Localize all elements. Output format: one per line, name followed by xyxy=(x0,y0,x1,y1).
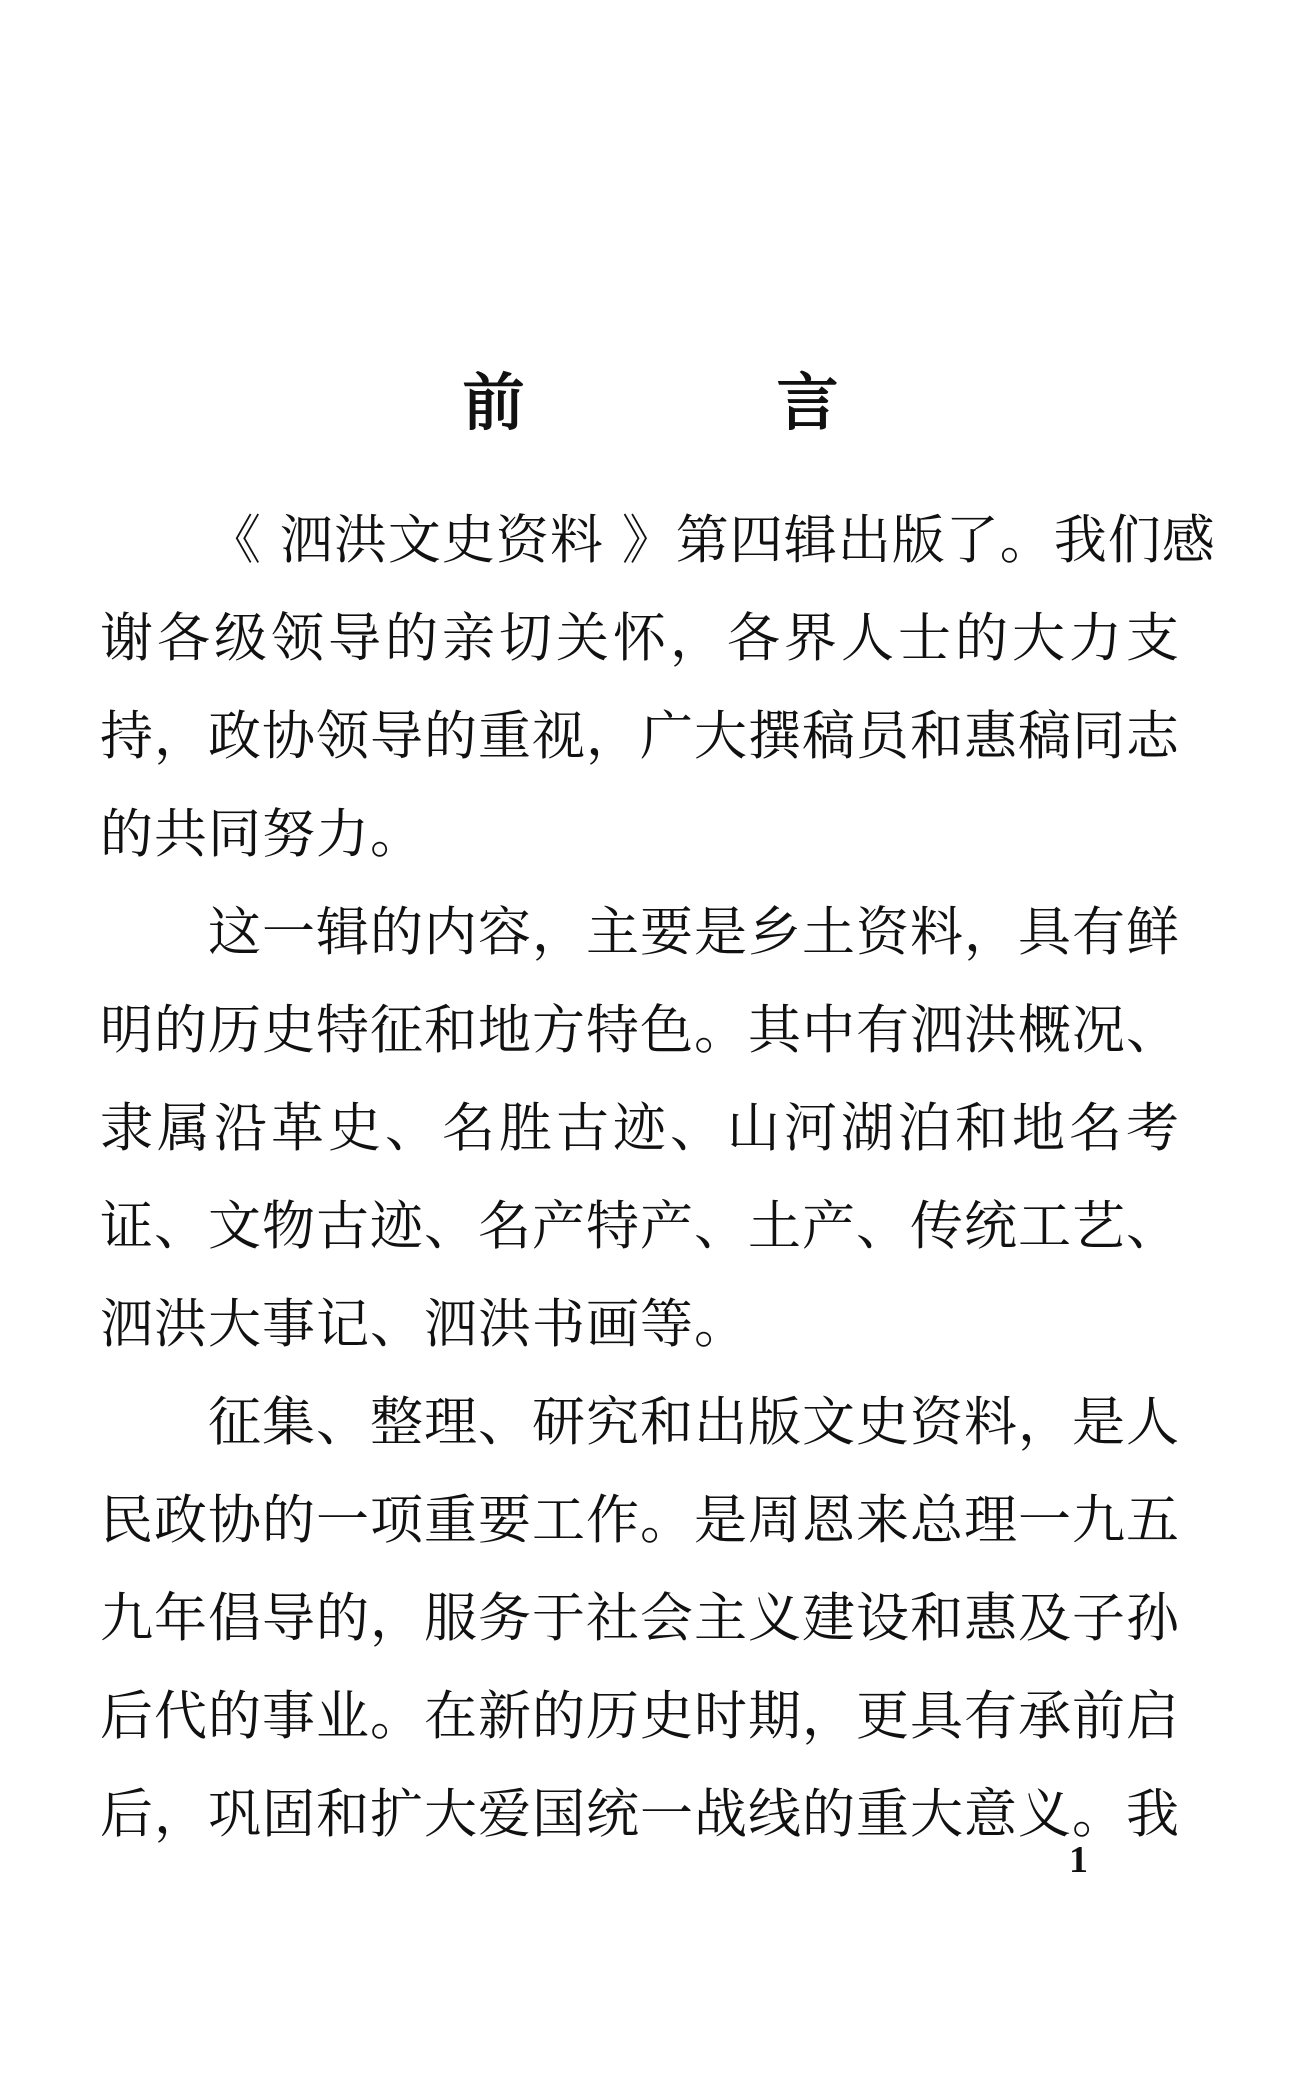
paragraph-2-line-1: 这一辑的内容，主要是乡土资料，具有鲜 xyxy=(208,902,1180,963)
paragraph-2-line-4: 证、文物古迹、名产特产、土产、传统工艺、 xyxy=(100,1196,1180,1257)
paragraph-3-line-3: 九年倡导的，服务于社会主义建设和惠及子孙 xyxy=(100,1588,1180,1649)
preface-body xyxy=(100,492,1216,1864)
paragraph-2-line-5: 泗洪大事记、泗洪书画等。 xyxy=(100,1294,748,1355)
paragraph-1-line-4: 的共同努力。 xyxy=(100,804,424,865)
paragraph-2-line-2: 明的历史特征和地方特色。其中有泗洪概况、 xyxy=(100,1000,1180,1061)
paragraph-2-line-3: 隶属沿革史、名胜古迹、山河湖泊和地名考 xyxy=(100,1098,1180,1159)
paragraph-1-line-2: 谢各级领导的亲切关怀，各界人士的大力支 xyxy=(100,608,1180,669)
paragraph-3-line-2: 民政协的一项重要工作。是周恩来总理一九五 xyxy=(100,1490,1180,1551)
paragraph-3-line-4: 后代的事业。在新的历史时期，更具有承前启 xyxy=(100,1686,1180,1747)
paragraph-3-line-5: 后，巩固和扩大爱国统一战线的重大意义。我 xyxy=(100,1784,1180,1845)
paragraph-3-line-1: 征集、整理、研究和出版文史资料，是人 xyxy=(208,1392,1180,1453)
paragraph-1-line-3: 持，政协领导的重视，广大撰稿员和惠稿同志 xyxy=(100,706,1180,767)
paragraph-1-line-1: 《 泗洪文史资料 》第四辑出版了。我们感 xyxy=(208,510,1216,571)
page-number: 1 xyxy=(1069,1839,1088,1881)
page-title: 前 言 xyxy=(462,366,934,439)
